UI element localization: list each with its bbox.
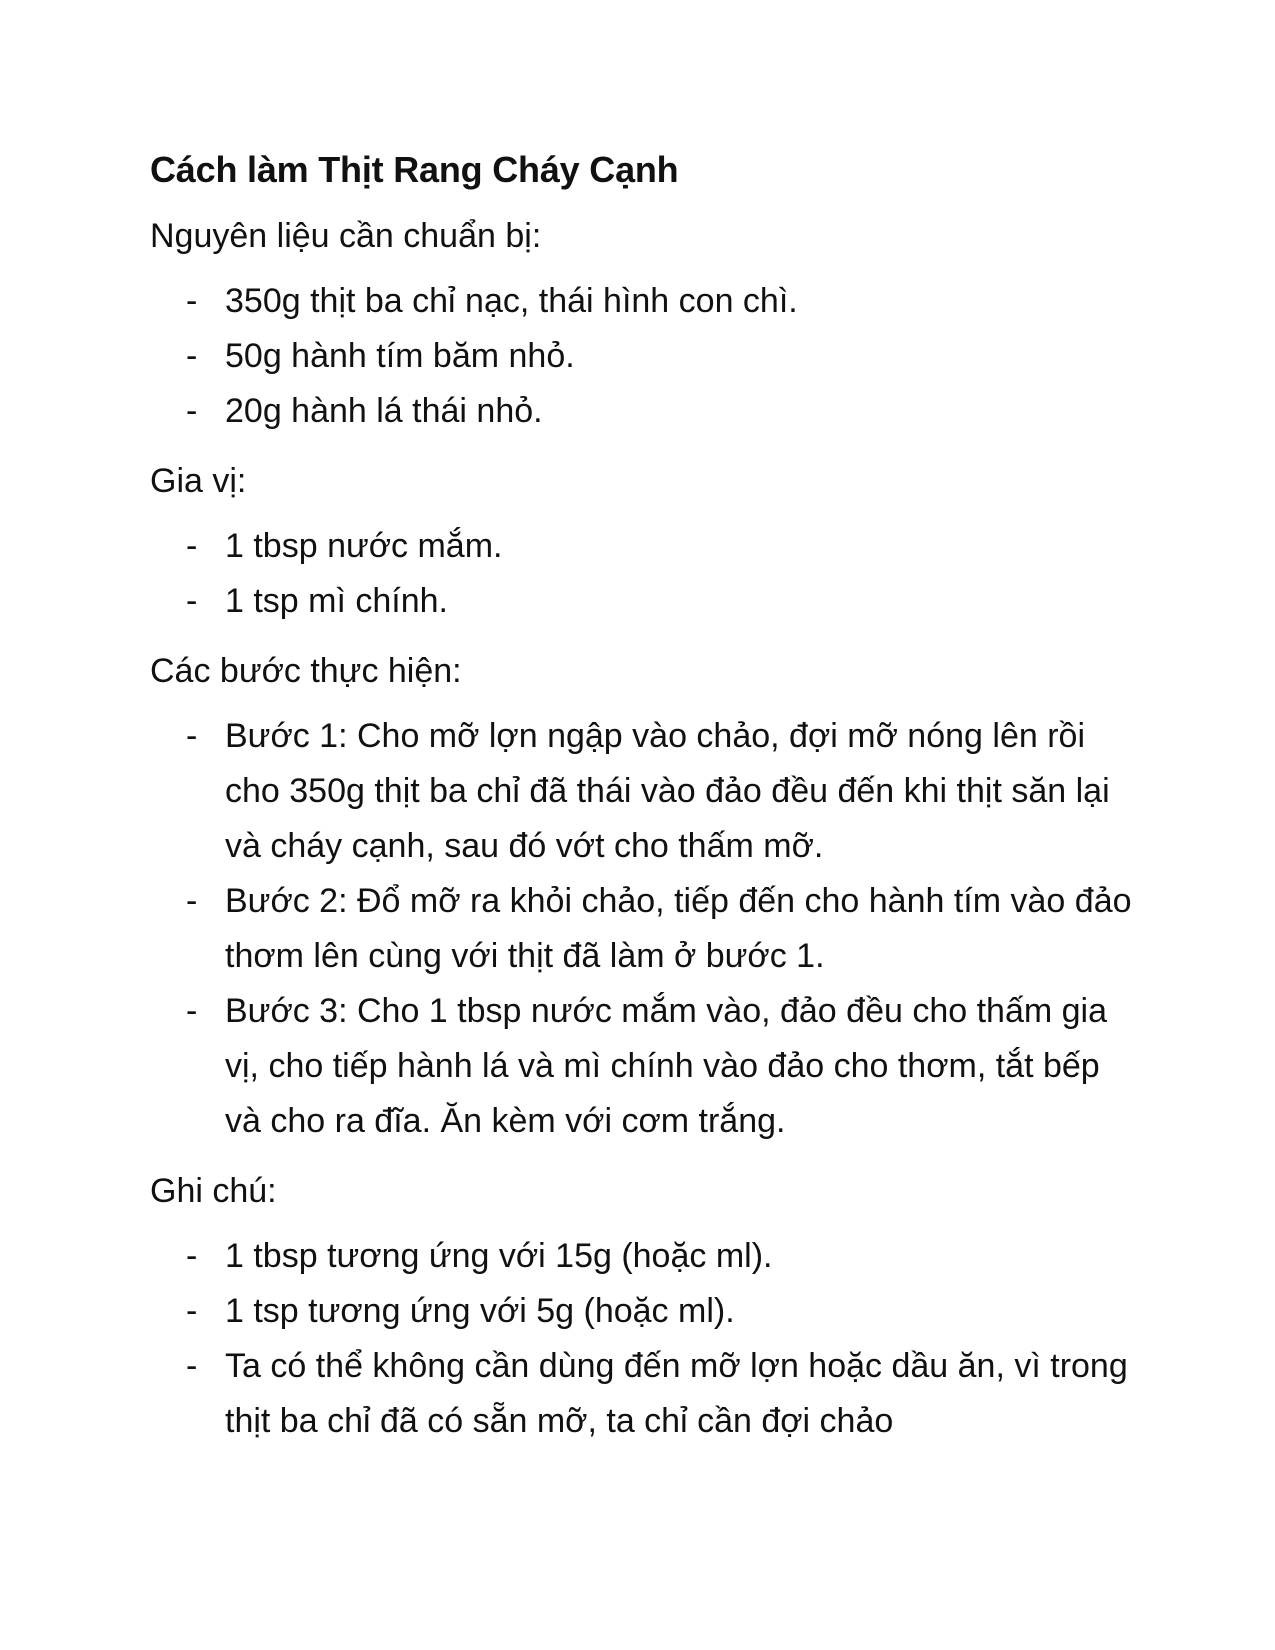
dash-bullet: - — [186, 1237, 198, 1275]
list-item-text: Bước 3: Cho 1 tbsp nước mắm vào, đảo đều cho thấm gia vị, cho tiếp hành lá và mì chính vào đảo cho thơm, tắt bếp và cho ra đĩa. Ăn kèm với cơm trắng. — [225, 992, 1108, 1140]
list-item-text: 1 tbsp tương ứng với 15g (hoặc ml). — [225, 1237, 773, 1275]
list-item-text: 20g hành lá thái nhỏ. — [225, 392, 543, 430]
list-item — [150, 574, 1135, 629]
list-item-text: 1 tsp mì chính. — [225, 582, 448, 620]
list-item-text: Bước 2: Đổ mỡ ra khỏi chảo, tiếp đến cho hành tím vào đảo thơm lên cùng với thịt đã làm ở bước 1. — [225, 882, 1132, 975]
list-item — [150, 1339, 1135, 1449]
dash-bullet: - — [186, 527, 198, 565]
list-item-text: 350g thịt ba chỉ nạc, thái hình con chì. — [225, 282, 798, 320]
dash-bullet: - — [186, 717, 198, 755]
list-item — [150, 874, 1135, 984]
document-title: Cách làm Thịt Rang Cháy Cạnh — [150, 149, 679, 190]
list-item-text: Ta có thể không cần dùng đến mỡ lợn hoặc dầu ăn, vì trong thịt ba chỉ đã có sẵn mỡ, ta chỉ cần đợi chảo — [225, 1347, 1128, 1440]
dash-bullet: - — [186, 337, 198, 375]
notes-list — [150, 1229, 1135, 1449]
dash-bullet: - — [186, 282, 198, 320]
dash-bullet: - — [186, 392, 198, 430]
dash-bullet: - — [186, 992, 198, 1030]
list-item — [150, 519, 1135, 574]
dash-bullet: - — [186, 882, 198, 920]
list-item — [150, 709, 1135, 874]
notes-heading: Ghi chú: — [150, 1172, 277, 1210]
list-item-text: 50g hành tím băm nhỏ. — [225, 337, 575, 375]
dash-bullet: - — [186, 582, 198, 620]
dash-bullet: - — [186, 1347, 198, 1385]
list-item-text: 1 tsp tương ứng với 5g (hoặc ml). — [225, 1292, 735, 1330]
list-item — [150, 984, 1135, 1149]
steps-heading: Các bước thực hiện: — [150, 652, 462, 690]
ingredients-list — [150, 274, 1135, 439]
dash-bullet: - — [186, 1292, 198, 1330]
document-content — [150, 148, 1135, 1469]
list-item — [150, 1284, 1135, 1339]
list-item — [150, 329, 1135, 384]
ingredients-heading: Nguyên liệu cần chuẩn bị: — [150, 217, 542, 255]
list-item-text: Bước 1: Cho mỡ lợn ngập vào chảo, đợi mỡ nóng lên rồi cho 350g thịt ba chỉ đã thái vào đảo đều đến khi thịt săn lại và cháy cạnh, sau đó vớt cho thấm mỡ. — [225, 717, 1110, 865]
list-item — [150, 274, 1135, 329]
seasoning-heading: Gia vị: — [150, 462, 247, 500]
steps-list — [150, 709, 1135, 1149]
list-item — [150, 1229, 1135, 1284]
list-item-text: 1 tbsp nước mắm. — [225, 527, 503, 565]
list-item — [150, 384, 1135, 439]
seasoning-list — [150, 519, 1135, 629]
